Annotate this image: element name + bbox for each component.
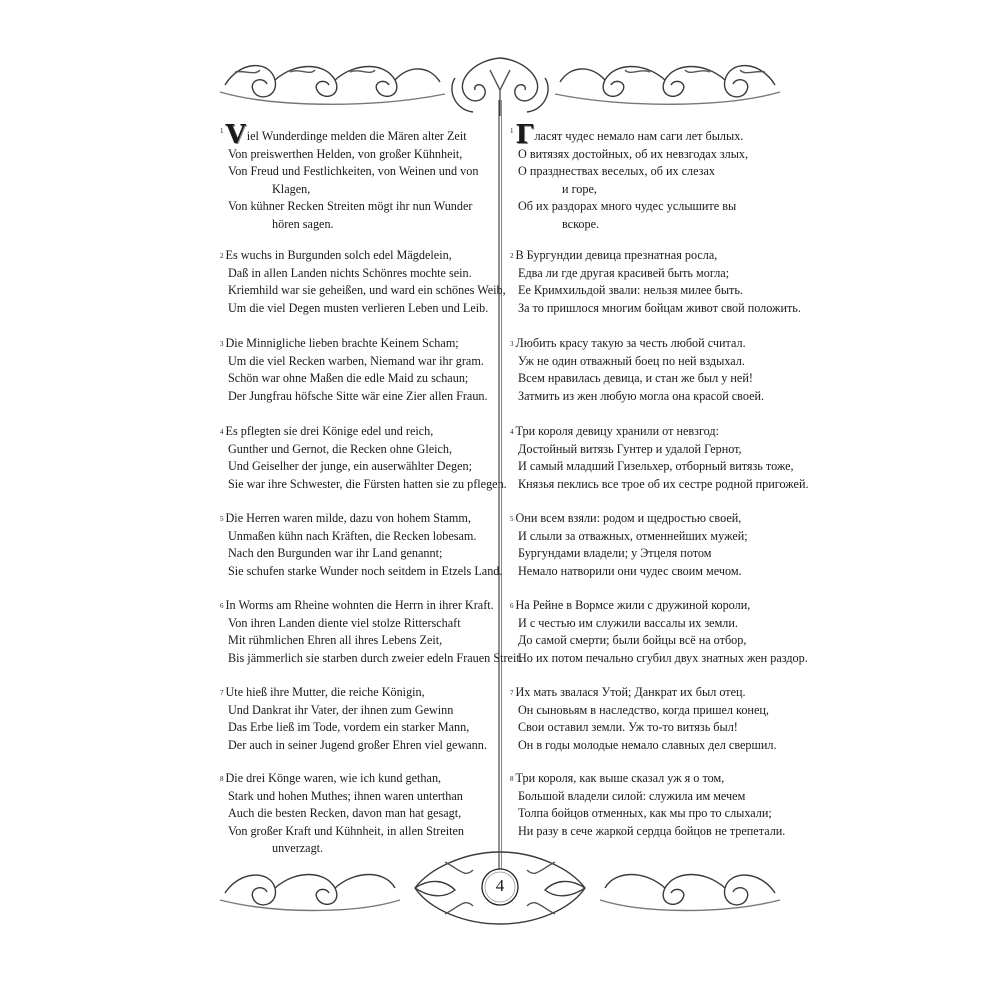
- verse-line: [510, 120, 795, 150]
- verse-line: [220, 788, 495, 806]
- verse-text: ласят чудес немало нам саги лет былых.: [534, 129, 744, 143]
- stanza: [220, 510, 503, 580]
- verse-text: Но их потом печально сгубил двух знатных жен раздор.: [518, 650, 808, 665]
- stanza: [510, 770, 795, 840]
- verse-line: [510, 770, 795, 788]
- verse-text: вскоре.: [562, 216, 600, 231]
- verse-text: Mit rühmlichen Ehren all ihres Lebens Zeit,: [228, 633, 443, 647]
- verse-line: [220, 181, 495, 199]
- verse-line: [220, 719, 495, 737]
- verse-line: [220, 146, 495, 164]
- verse-text: Князья пеклись все трое об их сестре родной пригожей.: [518, 476, 809, 491]
- verse-text: Von ihren Landen diente viel stolze Ritterschaft: [228, 615, 461, 630]
- verse-text: Толпа бойцов отменных, как мы про то слыхали;: [518, 806, 772, 820]
- verse-text: In Worms am Rheine wohnten die Herrn in ihrer Kraft.: [225, 598, 494, 612]
- verse-text: Об их раздорах много чудес услышите вы: [518, 199, 737, 213]
- verse-line: [510, 441, 795, 459]
- verse-line: [220, 545, 495, 563]
- verse-line: [510, 545, 795, 563]
- verse-line: [510, 370, 795, 388]
- verse-text: И с честью им служили вассалы их земли.: [518, 615, 738, 630]
- verse-line: [510, 563, 795, 581]
- verse-line: [220, 265, 495, 283]
- verse-line: [510, 823, 795, 841]
- verse-line: [510, 476, 809, 494]
- stanza-number: 4: [510, 428, 514, 436]
- stanza-number: 7: [510, 689, 514, 697]
- stanza: [220, 770, 495, 858]
- verse-text: В Бургундии девица презнатная росла,: [515, 248, 718, 262]
- verse-text: Die Herren waren milde, dazu von hohem Stamm,: [225, 511, 471, 525]
- verse-text: Um die viel Degen musten verlieren Leben und Leib.: [228, 300, 489, 315]
- verse-line: [510, 388, 795, 406]
- verse-text: Von preiswerthen Helden, von großer Kühnheit,: [228, 146, 463, 161]
- verse-text: Kriemhild war sie geheißen, und ward ein schönes Weib,: [228, 283, 506, 297]
- verse-line: [220, 216, 495, 234]
- verse-line: [510, 458, 795, 476]
- stanza: [220, 335, 495, 405]
- verse-line: [510, 737, 795, 755]
- stanza-number: 6: [510, 602, 514, 610]
- verse-line: [220, 247, 495, 265]
- verse-line: [220, 353, 495, 371]
- verse-text: До самой смерти; были бойцы всё на отбор,: [518, 633, 747, 647]
- verse-line: [510, 423, 795, 441]
- stanza-number: 3: [220, 340, 224, 348]
- verse-text: Три короля, как выше сказал уж я о том,: [515, 771, 725, 785]
- stanza: [510, 122, 795, 233]
- stanza: [220, 122, 495, 233]
- verse-text: Их мать звалася Утой; Данкрат их был отец.: [515, 685, 746, 699]
- verse-line: [220, 282, 506, 300]
- verse-line: [510, 146, 795, 164]
- verse-line: [220, 632, 495, 650]
- verse-text: Они всем взяли: родом и щедростью своей,: [515, 511, 742, 525]
- verse-line: [510, 265, 795, 283]
- verse-line: [220, 702, 495, 720]
- verse-line: [220, 615, 495, 633]
- stanza: [220, 423, 507, 493]
- verse-text: Bis jämmerlich sie starben durch zweier edeln Frauen Streit.: [228, 650, 523, 665]
- verse-line: [510, 510, 795, 528]
- verse-text: Die drei Könge waren, wie ich kund gethan,: [225, 771, 442, 785]
- verse-line: [510, 335, 795, 353]
- verse-text: На Рейне в Вормсе жили с дружиной короли,: [515, 598, 751, 612]
- verse-line: [220, 441, 495, 459]
- verse-text: Auch die besten Recken, davon man hat gesagt,: [228, 806, 462, 820]
- verse-text: И самый младший Гизельхер, отборный витязь тоже,: [518, 459, 794, 473]
- verse-line: [220, 335, 495, 353]
- verse-line: [510, 353, 795, 371]
- verse-line: [510, 247, 795, 265]
- verse-text: Daß in allen Landen nichts Schönres mochte sein.: [228, 265, 472, 280]
- verse-line: [510, 719, 795, 737]
- stanza-number: 8: [510, 775, 514, 783]
- verse-line: [510, 300, 801, 318]
- verse-line: [510, 163, 795, 181]
- verse-text: Der Jungfrau höfsche Sitte wär eine Zier allen Fraun.: [228, 388, 488, 403]
- verse-text: iel Wunderdinge melden die Mären alter Zeit: [246, 129, 467, 143]
- verse-line: [510, 216, 795, 234]
- verse-text: Уж не один отважный боец по ней вздыхал.: [518, 353, 745, 368]
- verse-text: Немало натворили они чудес своим мечом.: [518, 563, 742, 578]
- verse-line: [220, 458, 495, 476]
- stanza: [510, 684, 795, 754]
- stanza-number: 5: [510, 515, 514, 523]
- stanza-number: 2: [510, 252, 514, 260]
- stanza-number: 6: [220, 602, 224, 610]
- verse-line: [220, 563, 503, 581]
- verse-line: [220, 770, 495, 788]
- verse-text: Stark und hohen Muthes; ihnen waren unterthan: [228, 788, 463, 803]
- verse-line: [220, 423, 495, 441]
- verse-line: [220, 198, 495, 216]
- verse-text: Любить красу такую за честь любой считал.: [515, 336, 746, 350]
- verse-line: [510, 702, 795, 720]
- verse-line: [510, 650, 808, 668]
- verse-text: unverzagt.: [272, 841, 324, 855]
- stanza-number: 8: [220, 775, 224, 783]
- verse-text: Von großer Kraft und Kühnheit, in allen Streiten: [228, 823, 465, 838]
- verse-line: [220, 300, 495, 318]
- verse-text: Von kühner Recken Streiten mögt ihr nun Wunder: [228, 199, 473, 213]
- verse-line: [510, 198, 795, 216]
- verse-line: [510, 282, 795, 300]
- verse-line: [220, 510, 495, 528]
- verse-text: Достойный витязь Гунтер и удалой Гернот,: [518, 441, 742, 456]
- verse-line: [220, 805, 495, 823]
- verse-text: Und Dankrat ihr Vater, der ihnen zum Gewinn: [228, 702, 454, 717]
- stanza-number: 5: [220, 515, 224, 523]
- verse-line: [220, 823, 495, 841]
- verse-text: Ее Кримхильдой звали: нельзя милее быть.: [518, 283, 743, 297]
- verse-line: [510, 181, 795, 199]
- verse-line: [220, 650, 523, 668]
- verse-text: Три короля девицу хранили от невзгод:: [515, 424, 719, 438]
- verse-text: Ute hieß ihre Mutter, die reiche Königin,: [225, 685, 425, 699]
- verse-text: Едва ли где другая красивей быть могла;: [518, 265, 730, 280]
- verse-text: Свои оставил земли. Уж то-то витязь был!: [518, 720, 738, 734]
- verse-line: [510, 788, 795, 806]
- verse-text: Nach den Burgunden war ihr Land genannt;: [228, 546, 443, 560]
- verse-text: Он в годы молодые немало славных дел свершил.: [518, 737, 777, 752]
- verse-line: [220, 388, 495, 406]
- verse-line: [510, 528, 795, 546]
- verse-line: [220, 120, 495, 150]
- verse-text: Gunther und Gernot, die Recken ohne Gleich,: [228, 441, 453, 456]
- stanza: [510, 335, 795, 405]
- stanza-number: 4: [220, 428, 224, 436]
- stanza-number: 1: [220, 127, 224, 135]
- stanza-number: 1: [510, 127, 514, 135]
- stanza-number: 2: [220, 252, 224, 260]
- verse-text: Schön war ohne Maßen die edle Maid zu schaun;: [228, 371, 469, 385]
- verse-line: [220, 597, 495, 615]
- page-number-badge: [479, 866, 521, 908]
- stanza: [220, 597, 523, 667]
- verse-text: Es pflegten sie drei Könige edel und reich,: [225, 424, 434, 438]
- drop-cap: Г: [515, 120, 534, 150]
- verse-line: [220, 684, 495, 702]
- verse-line: [220, 476, 507, 494]
- verse-text: Die Minnigliche lieben brachte Keinem Scham;: [225, 336, 459, 350]
- verse-text: За то пришлося многим бойцам живот свой положить.: [518, 300, 801, 315]
- verse-line: [510, 632, 795, 650]
- verse-text: Ни разу в сече жаркой сердца бойцов не трепетали.: [518, 823, 786, 838]
- verse-text: Es wuchs in Burgunden solch edel Mägdelein,: [225, 248, 452, 262]
- verse-text: Um die viel Recken warben, Niemand war ihr gram.: [228, 353, 484, 368]
- stanza: [510, 597, 808, 667]
- verse-text: И слыли за отважных, отменнейших мужей;: [518, 528, 748, 543]
- verse-text: Затмить из жен любую могла она красой своей.: [518, 388, 765, 403]
- verse-line: [510, 597, 795, 615]
- verse-line: [510, 684, 795, 702]
- stanza: [510, 423, 809, 493]
- verse-line: [220, 163, 495, 181]
- verse-text: Der auch in seiner Jugend großer Ehren viel gewann.: [228, 737, 487, 752]
- verse-text: Он сыновьям в наследство, когда пришел конец,: [518, 702, 769, 717]
- verse-text: Всем нравилась девица, и стан же был у ней!: [518, 371, 753, 385]
- verse-text: Und Geiselher der junge, ein auserwählter Degen;: [228, 459, 472, 473]
- stanza: [510, 510, 795, 580]
- drop-cap: V: [225, 120, 246, 150]
- verse-text: Von Freud und Festlichkeiten, von Weinen und von: [228, 164, 479, 178]
- verse-text: Sie war ihre Schwester, die Fürsten hatten sie zu pflegen.: [228, 476, 507, 491]
- verse-text: и горе,: [562, 181, 597, 196]
- verse-line: [220, 737, 495, 755]
- verse-text: Das Erbe ließ im Tode, vordem ein starker Mann,: [228, 720, 470, 734]
- stanza: [510, 247, 801, 317]
- verse-line: [220, 370, 495, 388]
- stanza: [220, 247, 506, 317]
- verse-line: [220, 528, 495, 546]
- verse-line: [510, 805, 795, 823]
- verse-text: Klagen,: [272, 181, 311, 196]
- verse-text: О празднествах веселых, об их слезах: [518, 164, 715, 178]
- verse-text: Unmaßen kühn nach Kräften, die Recken lobesam.: [228, 528, 477, 543]
- stanza: [220, 684, 495, 754]
- stanza-number: 7: [220, 689, 224, 697]
- verse-line: [510, 615, 795, 633]
- verse-text: Бургундами владели; у Этцеля потом: [518, 546, 712, 560]
- page-number: 4: [495, 876, 505, 895]
- verse-text: Sie schufen starke Wunder noch seitdem in Etzels Land.: [228, 563, 503, 578]
- verse-text: Большой владели силой: служила им мечем: [518, 788, 746, 803]
- verse-text: О витязях достойных, об их невзгодах злых,: [518, 146, 749, 161]
- verse-text: hören sagen.: [272, 216, 334, 231]
- stanza-number: 3: [510, 340, 514, 348]
